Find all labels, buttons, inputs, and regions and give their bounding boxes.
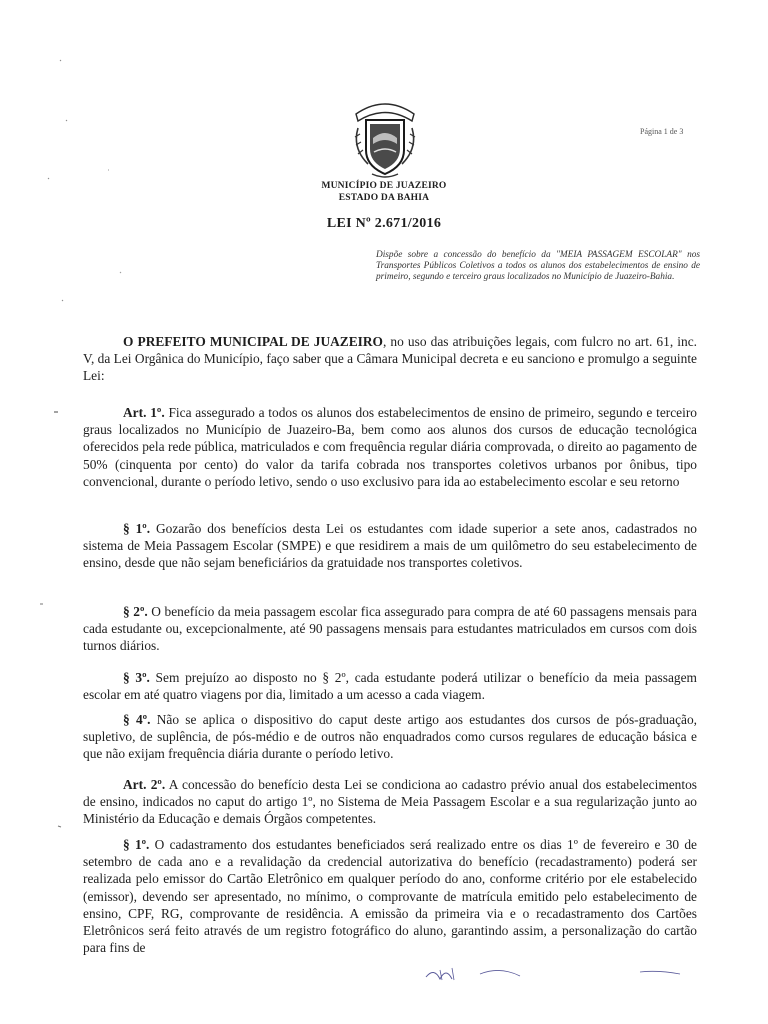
municipal-crest-icon (342, 94, 428, 180)
article-1-paragraph-2-text: O benefício da meia passagem escolar fica assegurado para compra de até 60 passagens mensais para cada estudante ou, excepcionalmente, até 90 passagens mensais para estudantes matriculados em cursos com dois turnos diários. (83, 604, 697, 654)
article-1-text: Fica assegurado a todos os alunos dos estabelecimentos de ensino de primeiro, segundo e terceiro graus localizados no Município de Juazeiro-Ba, bem como aos alunos dos cursos de educação tecnológica oferecidos pela rede pública, matriculados e com frequência regular diária comprovada, o direito ao pagamento de 50% (cinquenta por cento) do valor da tarifa cobrada nos transportes coletivos urbanos por ônibus, tipo convencional, durante o período letivo, sendo o uso exclusivo para ida ao estabelecimento escolar e seu retorno (83, 405, 698, 489)
article-1-paragraph-3-text: Sem prejuízo ao disposto no § 2º, cada estudante poderá utilizar o benefício da meia passagem escolar em até quatro viagens por dia, limitado a um acesso a cada viagem. (83, 670, 697, 703)
article-1 (83, 404, 697, 490)
article-1-paragraph-1 (83, 520, 697, 572)
article-1-paragraph-1-text: Gozarão dos benefícios desta Lei os estudantes com idade superior a sete anos, cadastrados no sistema de Meia Passagem Escolar (SMPE) e que residirem a mais de um quilômetro do seu estabelecimento de ensino, desde que não sejam beneficiários da gratuidade nos transportes coletivos. (83, 521, 697, 571)
article-1-paragraph-4-text: Não se aplica o dispositivo do caput deste artigo aos estudantes dos cursos de pós-graduação, supletivo, de suplência, de pós-médio e de outros não enquadrados como cursos regulares de educação básica e que não exijam frequência diária durante o período letivo. (83, 712, 697, 762)
preamble-paragraph (83, 333, 697, 385)
article-1-paragraph-2-label: § 2º. (123, 604, 148, 619)
article-1-paragraph-1-label: § 1º. (123, 521, 151, 536)
article-1-paragraph-2 (83, 603, 697, 655)
state-name: ESTADO DA BAHIA (338, 193, 430, 203)
article-1-paragraph-4 (83, 711, 697, 763)
article-1-paragraph-3-label: § 3º. (123, 670, 150, 685)
article-2-paragraph-1-label: § 1º. (123, 837, 150, 852)
law-title: LEI Nº 2.671/2016 (326, 216, 442, 231)
article-2-text: A concessão do benefício desta Lei se condiciona ao cadastro prévio anual dos estabelecimentos de ensino, indicados no caput do artigo 1º, no Sistema de Meia Passagem Escolar e a sua regularização junto ao Ministério da Educação e demais Órgãos competentes. (83, 777, 697, 827)
article-2-paragraph-1 (83, 836, 697, 956)
article-1-label: Art. 1º. (123, 405, 165, 420)
preamble-text: , no uso das atribuições legais, com fulcro no art. 61, inc. V, da Lei Orgânica do Município, faço saber que a Câmara Municipal decreta e eu sanciono e promulgo a seguinte Lei: (83, 334, 697, 384)
page-number: Página 1 de 3 (640, 127, 684, 136)
article-2-paragraph-1-text: O cadastramento dos estudantes beneficiados será realizado entre os dias 1º de fevereiro e 30 de setembro de cada ano e a revalidação da credencial autorizativa do benefício (recadastramento) poderá ser realizada pelo emissor do Cartão Eletrônico em qualquer período do ano, conforme critério por ele estabelecido (emissor), devendo ser apresentado, no mínimo, o comprovante de matrícula emitido pelo estabelecimento de ensino, CPF, RG, comprovante de residência. A emissão da primeira via e o recadastramento dos Cartões Eletrônicos será feito através de um registro fotográfico do aluno, garantindo assim, a personalização do cartão para fins de (83, 837, 697, 956)
preamble-lead: O PREFEITO MUNICIPAL DE JUAZEIRO (123, 334, 383, 349)
municipality-name: MUNICÍPIO DE JUAZEIRO (321, 181, 447, 191)
article-1-paragraph-4-label: § 4º. (123, 712, 151, 727)
ementa: Dispõe sobre a concessão do benefício da "MEIA PASSAGEM ESCOLAR" nos Transportes Públicos Coletivos a todos os alunos dos estabelecimentos de ensino de primeiro, segundo e terceiro graus localizados no Município de Juazeiro-Bahia. (376, 250, 700, 283)
article-2-label: Art. 2º. (123, 777, 166, 792)
article-2 (83, 776, 697, 828)
article-1-paragraph-3 (83, 669, 697, 703)
